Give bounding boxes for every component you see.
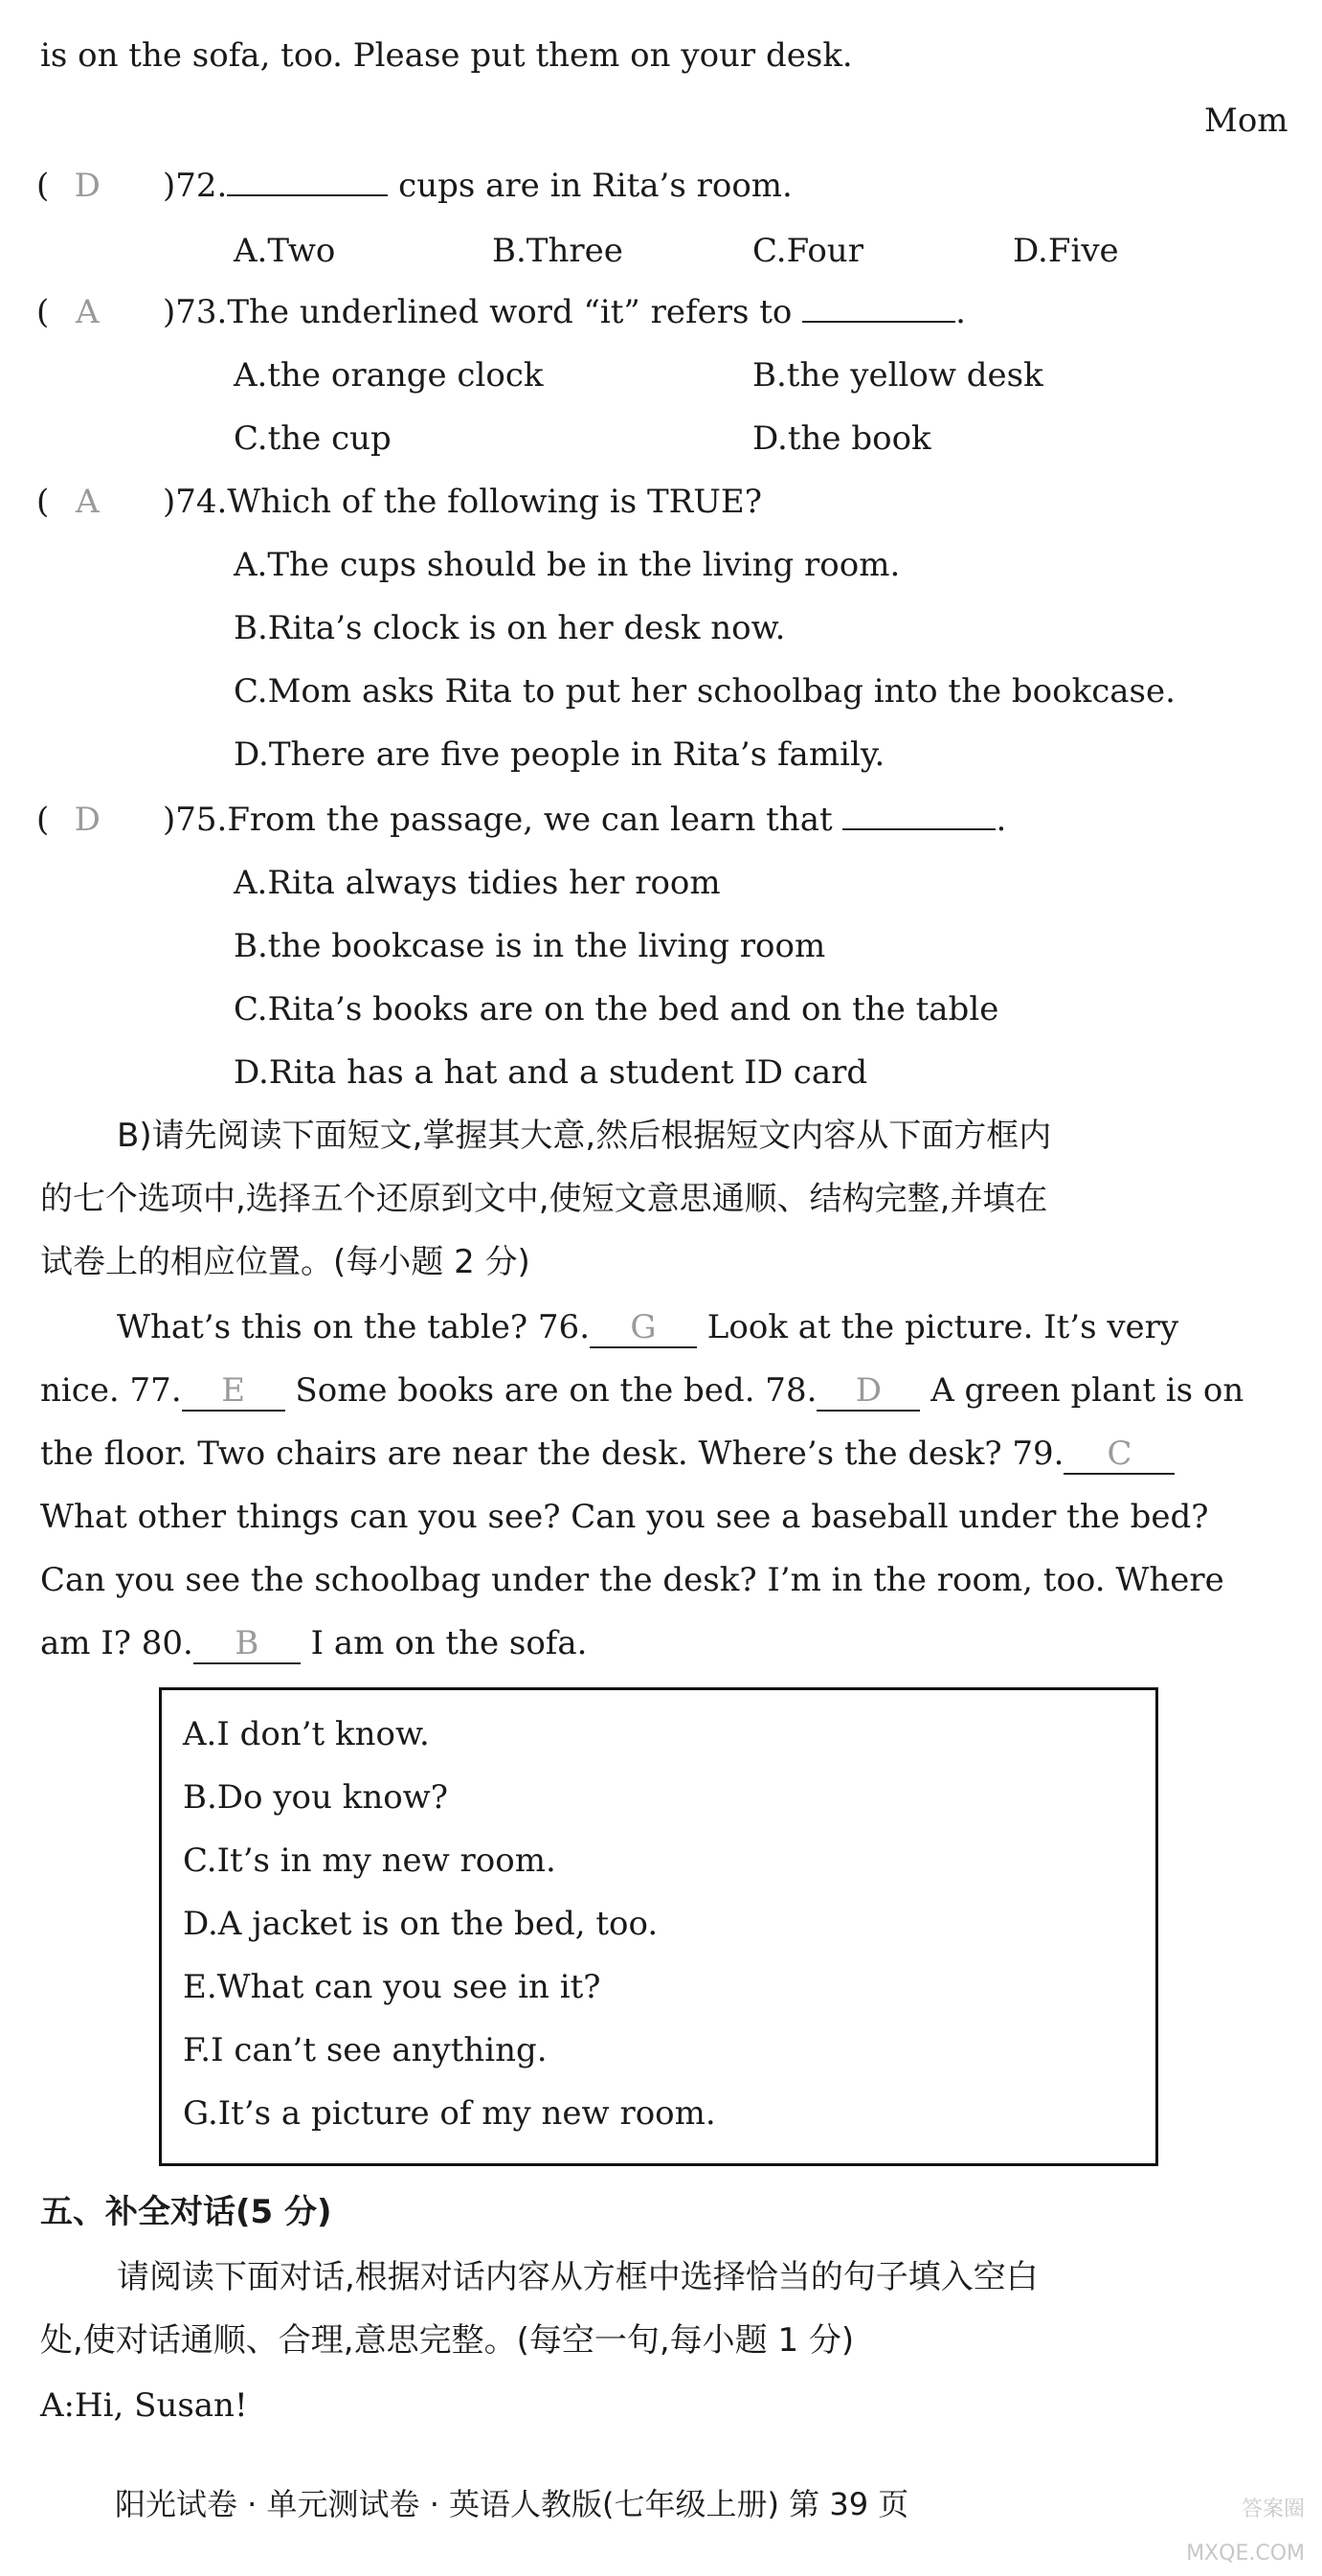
blank-73[interactable] <box>802 286 955 323</box>
box-option-b: B.Do you know? <box>183 1778 449 1817</box>
section5-instruction-line1: 请阅读下面对话,根据对话内容从方框中选择恰当的句子填入空白 <box>117 2258 1039 2296</box>
box-option-e: E.What can you see in it? <box>183 1968 601 2006</box>
watermark: 答案圈 MXQE.COM <box>1186 2497 1305 2565</box>
option-73-d[interactable]: D.the book <box>752 419 931 458</box>
option-75-d[interactable]: D.Rita has a hat and a student ID card <box>234 1053 868 1092</box>
blank-78[interactable]: D <box>817 1371 920 1412</box>
option-75-c[interactable]: C.Rita’s books are on the bed and on the table <box>234 990 999 1028</box>
box-option-f: F.I can’t see anything. <box>183 2031 548 2069</box>
option-75-b[interactable]: B.the bookcase is in the living room <box>234 927 826 965</box>
partb-instruction-line2: 的七个选项中,选择五个还原到文中,使短文意思通顺、结构完整,并填在 <box>40 1180 1048 1218</box>
option-72-d[interactable]: D.Five <box>1013 232 1119 270</box>
blank-76[interactable]: G <box>590 1308 697 1348</box>
passage-line4: What other things can you see? Can you see a baseball under the bed? <box>40 1498 1209 1536</box>
option-73-b[interactable]: B.the yellow desk <box>752 356 1043 395</box>
option-72-c[interactable]: C.Four <box>752 232 863 270</box>
box-option-a: A.I don’t know. <box>183 1715 430 1753</box>
option-73-c[interactable]: C.the cup <box>234 419 392 458</box>
passage-line2: nice. 77. E Some books are on the bed. 78. D A green plant is on <box>40 1371 1244 1410</box>
section5-instruction-line2: 处,使对话通顺、合理,意思完整。(每空一句,每小题 1 分) <box>40 2321 855 2360</box>
passage-line6: am I? 80. B I am on the sofa. <box>40 1624 588 1662</box>
option-74-a[interactable]: A.The cups should be in the living room. <box>234 546 901 584</box>
option-72-b[interactable]: B.Three <box>492 232 623 270</box>
blank-79[interactable]: C <box>1064 1435 1175 1475</box>
dialog-line-a1: A:Hi, Susan! <box>40 2386 248 2425</box>
passage-line5: Can you see the schoolbag under the desk? I’m in the room, too. Where <box>40 1561 1224 1599</box>
passage-line1: What’s this on the table? 76. G Look at the picture. It’s very <box>117 1308 1179 1346</box>
option-74-b[interactable]: B.Rita’s clock is on her desk now. <box>234 609 786 647</box>
answer-73[interactable]: A <box>75 293 100 331</box>
box-option-d: D.A jacket is on the bed, too. <box>183 1905 659 1943</box>
passage-line3: the floor. Two chairs are near the desk. Where’s the desk? 79. C <box>40 1427 1175 1480</box>
answer-75[interactable]: D <box>74 801 101 839</box>
option-72-a[interactable]: A.Two <box>234 232 336 270</box>
option-73-a[interactable]: A.the orange clock <box>234 356 544 395</box>
partb-instruction-line3: 试卷上的相应位置。(每小题 2 分) <box>40 1243 530 1281</box>
option-75-a[interactable]: A.Rita always tidies her room <box>234 864 721 902</box>
letter-signature: Mom <box>1204 102 1288 140</box>
answer-74[interactable]: A <box>75 483 100 521</box>
answer-72[interactable]: D <box>74 167 101 205</box>
blank-72[interactable] <box>227 160 388 196</box>
blank-75[interactable] <box>842 794 996 830</box>
option-74-c[interactable]: C.Mom asks Rita to put her schoolbag into the bookcase. <box>234 672 1176 711</box>
passage-last-line: is on the sofa, too. Please put them on your desk. <box>40 36 853 75</box>
blank-80[interactable]: B <box>193 1624 301 1664</box>
partb-instruction-line1: B)请先阅读下面短文,掌握其大意,然后根据短文内容从下面方框内 <box>117 1117 1052 1155</box>
blank-77[interactable]: E <box>182 1371 285 1412</box>
box-option-g: G.It’s a picture of my new room. <box>183 2094 716 2133</box>
section5-heading: 五、补全对话(5 分) <box>40 2193 332 2231</box>
options-box <box>159 1687 1158 2166</box>
box-option-c: C.It’s in my new room. <box>183 1842 556 1880</box>
page-footer: 阳光试卷 · 单元测试卷 · 英语人教版(七年级上册) 第 39 页 <box>115 2486 909 2522</box>
option-74-d[interactable]: D.There are five people in Rita’s family. <box>234 735 885 774</box>
